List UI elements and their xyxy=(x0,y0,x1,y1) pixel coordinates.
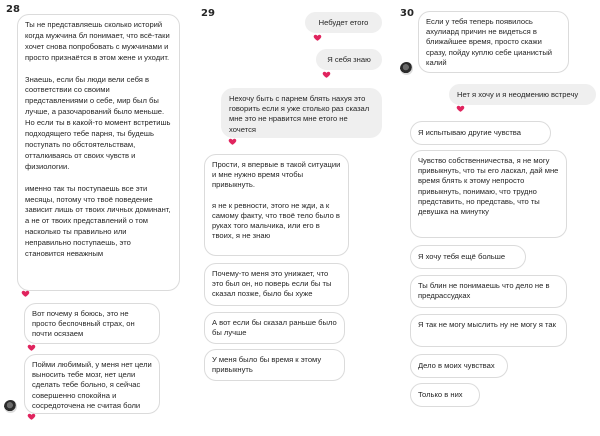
message-bubble[interactable]: Я так не могу мыслить ну не могу я так xyxy=(410,314,567,347)
message-bubble[interactable]: Я хочу тебя ещё больше xyxy=(410,245,526,269)
heart-reaction-icon xyxy=(27,343,36,352)
message-bubble[interactable]: Почему-то меня это унижает, что это был он, но поверь если бы ты сказал позже, было бы хуже xyxy=(204,263,349,306)
page-number-28: 28 xyxy=(6,4,20,15)
avatar[interactable] xyxy=(4,400,17,413)
page-number-30: 30 xyxy=(400,8,414,19)
heart-reaction-icon xyxy=(21,289,30,298)
message-bubble-sent[interactable]: Небудет етого xyxy=(305,12,382,33)
heart-reaction-icon xyxy=(313,33,322,42)
message-bubble[interactable]: Пойми любимый, у меня нет цели выносить тебе мозг, нет цели сделать тебе больно, я сейчас совершенно спокойна и сосредоточена не считая боли xyxy=(24,354,160,414)
message-bubble[interactable]: Если у тебя теперь появилось ахулиард причин не видеться в ближайшее время, просто скажи сразу, пойду куплю себе цианистый калий xyxy=(418,11,569,73)
message-bubble[interactable]: Я испытываю другие чувства xyxy=(410,121,551,145)
heart-reaction-icon xyxy=(322,70,331,79)
message-bubble[interactable]: Вот почему я боюсь, это не просто беспочвный страх, он почти осязаем xyxy=(24,303,160,344)
page-number-29: 29 xyxy=(201,8,215,19)
message-bubble[interactable]: У меня было бы время к этому привыкнуть xyxy=(204,349,345,381)
message-bubble[interactable]: Чувство собственничества, я не могу привыкнуть, что ты его ласкал, дай мне время блять к этому непросто привыкнуть, понимаю, что трудно представить, но представь, что ты девушка на минутку xyxy=(410,150,567,238)
message-bubble-sent[interactable]: Нехочу быть с парнем блять нахуя это говорить если я уже столько раз сказал мне это не нравится мне етого не хочется xyxy=(221,88,382,138)
heart-reaction-icon xyxy=(228,137,237,146)
message-bubble-sent[interactable]: Нет я хочу и я неодмению встречу xyxy=(449,84,596,105)
message-bubble[interactable]: Прости, я впервые в такой ситуации и мне нужно время чтобы привыкнуть. я не к ревности, этого не жди, а к самому факту, что твоё тело было в руках того мальчика, или его в твоих, я не знаю xyxy=(204,154,349,256)
avatar[interactable] xyxy=(400,62,413,75)
heart-reaction-icon xyxy=(27,412,36,421)
message-bubble[interactable]: А вот если бы сказал раньше было бы лучше xyxy=(204,312,345,344)
message-bubble[interactable]: Ты не представляешь сколько историй когда мужчина бл понимает, что всё-таки хочет снова попробовать с мужчинами и просто признаётся в этом жене и уходит. Знаешь, если бы люди вели себя в соответствии со своими представлениями о себе, мир был бы лучше, а разочарований было меньше. Но если ты в какой-то момент встретишь подходящего тебе парня, ты будешь поступать по обстоятельствам, отталкиваясь от своих чувств и физиологии. именно так ты поступаешь все эти месяцы, потому что твоё поведение зависит лишь от твоих личных доминант, а не от твоих представлений о том насколько ты правильно или неправильно поступаешь, это становится неважным xyxy=(17,14,180,291)
message-bubble[interactable]: Только в них xyxy=(410,383,480,407)
message-bubble-sent[interactable]: Я себя знаю xyxy=(316,49,382,70)
message-bubble[interactable]: Ты блин не понимаешь что дело не в предрассудках xyxy=(410,275,567,308)
message-bubble[interactable]: Дело в моих чувствах xyxy=(410,354,508,378)
heart-reaction-icon xyxy=(456,104,465,113)
